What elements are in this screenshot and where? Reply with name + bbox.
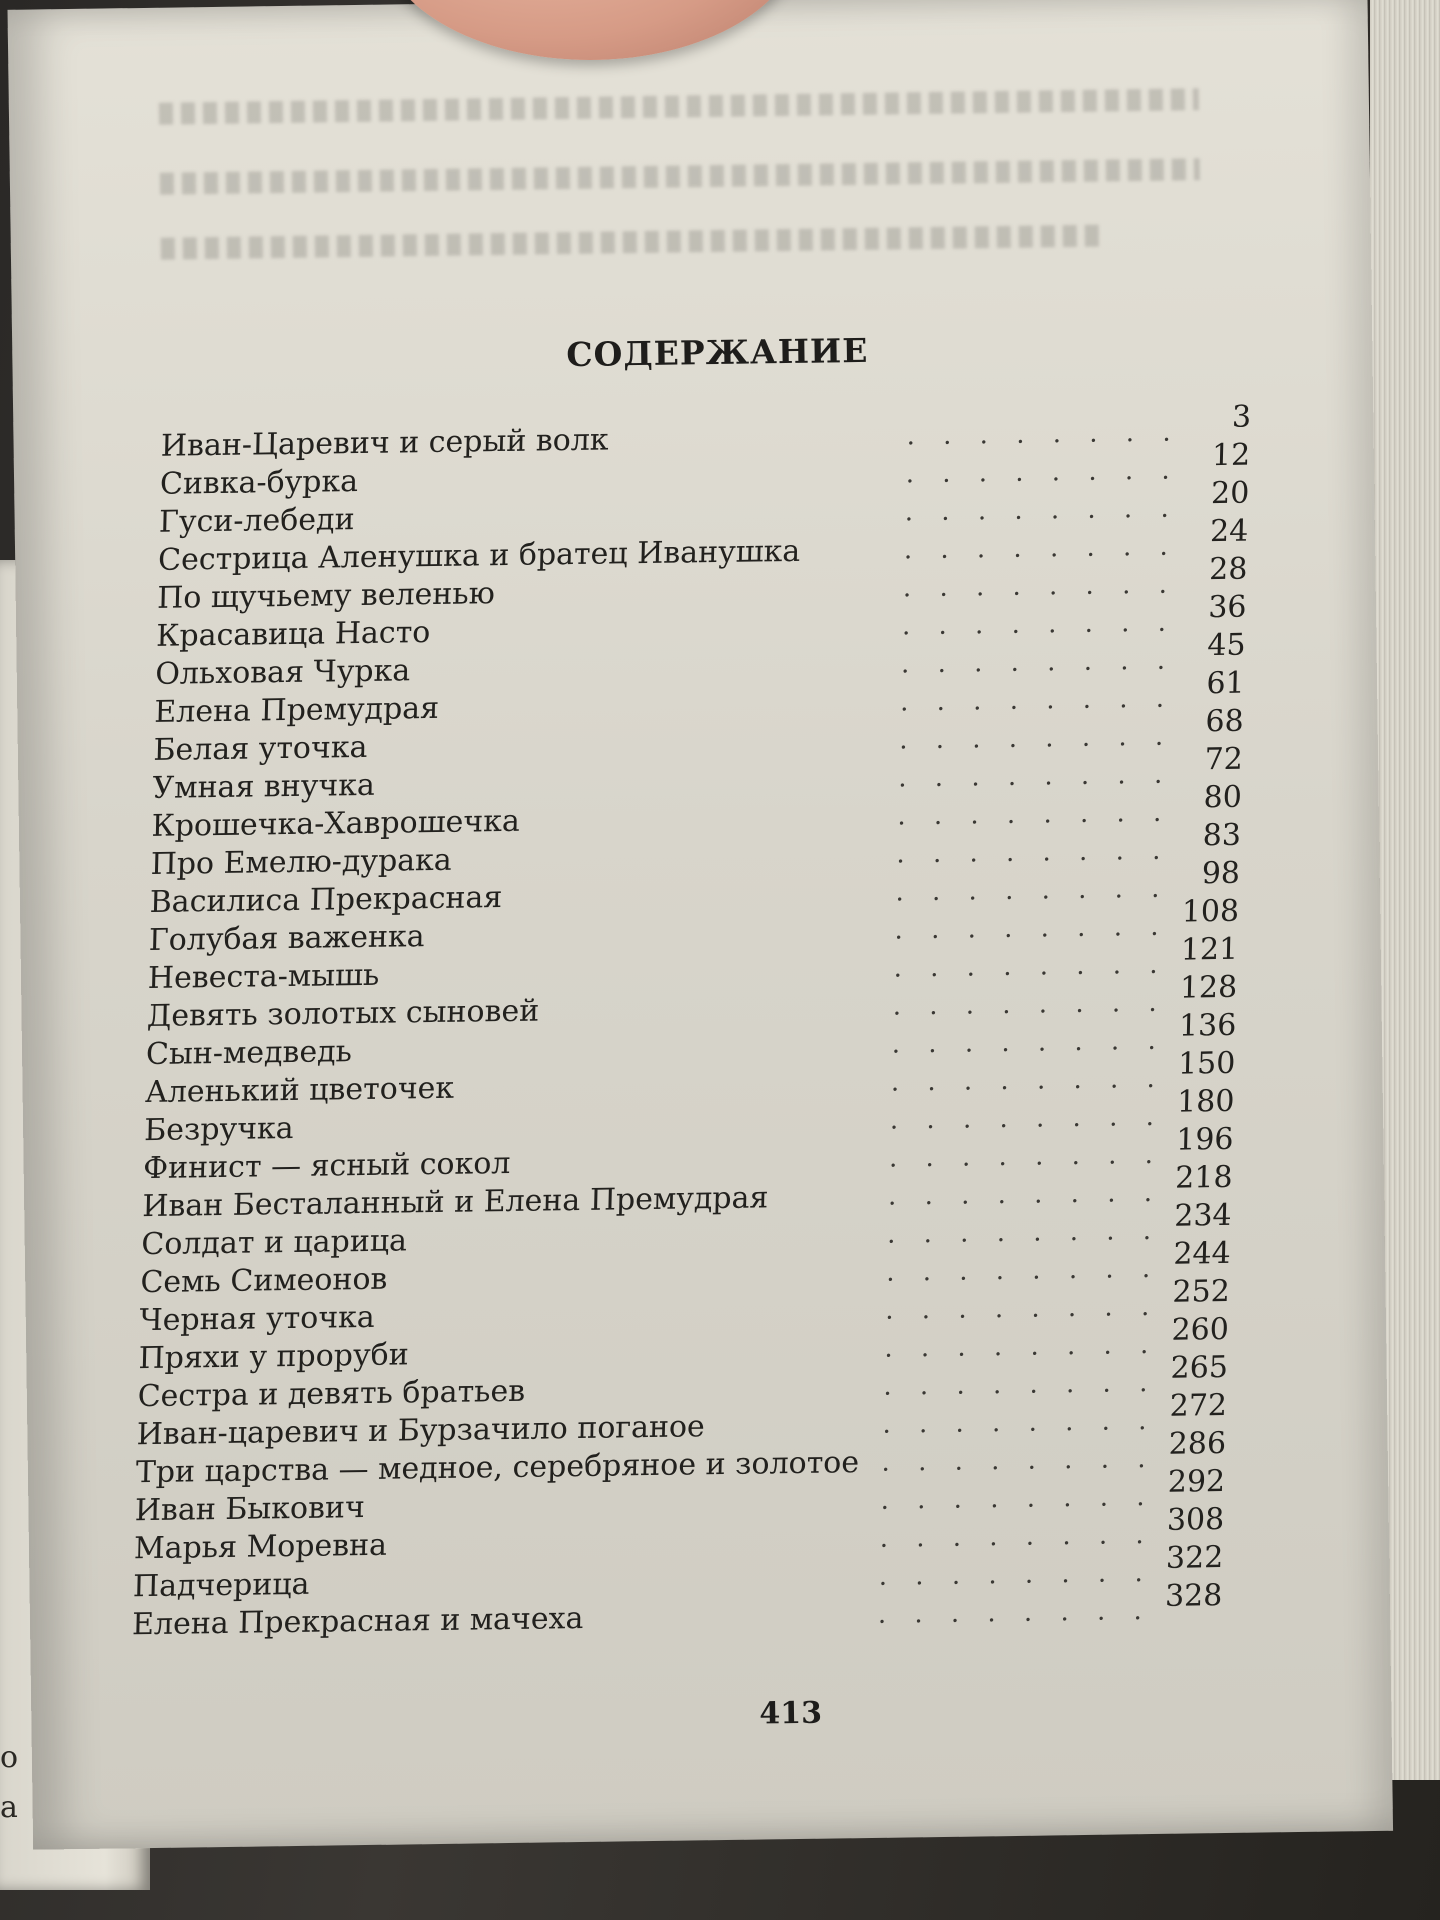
toc-entry-page: 36 [1207,589,1247,626]
toc-leader-dots: . . . . . . . . [882,1405,1157,1440]
toc-leader-dots: . . . . . . . . [885,1291,1160,1326]
toc-entry-title: Три царства — медное, серебряное и золотое [135,1445,860,1491]
toc-entry-page: 61 [1206,665,1246,702]
toc-entry-page: 128 [1179,969,1238,1006]
toc-entry-title: Ольховая Чурка [154,653,411,692]
toc-entry-title: Иван-царевич и Бурзачило поганое [136,1409,706,1453]
toc-entry-title: Падчерица [132,1566,310,1605]
toc-leader-dots: . . . . . . . . [884,1329,1159,1364]
toc-entry-title: Красавица Насто [155,615,431,654]
table-of-contents [131,399,1252,1645]
toc-entry-page: 3 [1231,399,1252,435]
toc-leader-dots: . . . . . . . . [906,417,1182,452]
toc-entry-title: Сестрица Аленушка и братец Иванушка [157,533,801,578]
toc-leader-dots: . . . . . . . . [896,835,1171,870]
toc-entry-page: 292 [1167,1463,1226,1500]
toc-leader-dots: . . . . . . . . [900,645,1176,680]
toc-leader-dots: . . . . . . . . [891,1025,1167,1060]
toc-entry-title: Иван Бесталанный и Елена Премудрая [141,1180,769,1225]
toc-entry-title: Невеста-мышь [147,957,380,997]
toc-entry-title: Гуси-лебеди [158,502,355,540]
toc-leader-dots: . . . . . . . . [878,1558,1154,1592]
toc-entry-title: Черная уточка [139,1299,376,1339]
toc-entry-page: 308 [1166,1502,1225,1538]
toc-entry-title: Елена Премудрая [153,690,440,730]
page-number: 413 [759,1695,823,1732]
toc-entry-page: 83 [1202,817,1242,854]
toc-leader-dots: . . . . . . . . [880,1481,1156,1516]
toc-entry-title: Финист — ясный сокол [142,1145,511,1187]
toc-entry-page: 136 [1178,1007,1237,1044]
toc-leader-dots: . . . . . . . . [877,1596,1153,1630]
toc-leader-dots: . . . . . . . . [892,987,1168,1022]
toc-entry-title: Солдат и царица [140,1223,408,1263]
toc-entry-page: 72 [1204,741,1244,778]
toc-entry-title: Пряхи у проруби [138,1337,410,1377]
toc-entry-page: 180 [1176,1083,1235,1120]
toc-leader-dots: . . . . . . . . [895,873,1171,908]
toc-leader-dots: . . . . . . . . [888,1139,1164,1174]
contents-heading: СОДЕРЖАНИЕ [566,330,869,375]
toc-leader-dots: . . . . . . . . [883,1367,1158,1402]
toc-entry-title: Голубая важенка [148,919,426,958]
left-page-fragment: о [0,1740,19,1775]
toc-entry-page: 260 [1171,1311,1230,1348]
toc-entry-title: Марья Моревна [133,1527,388,1567]
left-page-fragment: а [0,1790,18,1825]
toc-entry-page: 328 [1164,1578,1223,1614]
toc-entry-title: Про Емелю-дурака [150,842,453,882]
bleed-through-text [159,88,1199,125]
toc-entry-page: 98 [1201,855,1241,892]
toc-entry-page: 80 [1203,779,1243,816]
toc-entry-page: 150 [1177,1045,1236,1082]
toc-entry-title: Белая уточка [153,729,368,768]
toc-leader-dots: . . . . . . . . [899,721,1174,756]
bleed-through-text [160,158,1200,195]
toc-entry-title: Сивка-бурка [159,464,359,502]
toc-leader-dots: . . . . . . . . [886,1253,1161,1288]
bleed-through-text [161,225,1101,260]
toc-leader-dots: . . . . . . . . [904,493,1180,528]
toc-leader-dots: . . . . . . . . [894,911,1170,946]
toc-leader-dots: . . . . . . . . [899,683,1175,718]
toc-entry-title: Безручка [143,1110,295,1149]
toc-leader-dots: . . . . . . . . [890,1063,1166,1098]
toc-entry-title: Сын-медведь [145,1034,353,1073]
toc-entry-title: Иван-Царевич и серый волк [160,422,610,464]
toc-entry-title: Семь Симеонов [140,1261,388,1301]
toc-entry-page: 196 [1175,1121,1234,1158]
toc-entry-title: Умная внучка [152,767,376,806]
toc-entry-page: 121 [1180,931,1239,968]
toc-leader-dots: . . . . . . . . [879,1519,1155,1554]
toc-entry-page: 108 [1181,893,1240,930]
toc-entry-title: Аленький цветочек [144,1070,455,1111]
toc-entry-title: Василиса Прекрасная [149,880,503,920]
toc-entry-title: По щучьему веленью [156,576,496,616]
toc-entry-page: 45 [1206,627,1246,664]
toc-entry-page: 272 [1169,1387,1228,1424]
toc-leader-dots: . . . . . . . . [897,797,1172,832]
toc-entry-page: 218 [1174,1159,1233,1196]
toc-entry-page: 12 [1211,437,1251,474]
toc-leader-dots: . . . . . . . . [887,1177,1163,1212]
toc-leader-dots: . . . . . . . . [898,759,1173,794]
toc-entry-page: 252 [1172,1273,1231,1310]
toc-entry-page: 24 [1209,513,1249,550]
toc-entry-title: Елена Прекрасная и мачеха [131,1600,584,1643]
toc-entry-page: 322 [1165,1540,1224,1576]
toc-entry-page: 265 [1170,1349,1229,1386]
toc-leader-dots: . . . . . . . . [905,455,1181,490]
toc-entry-title: Иван Быкович [134,1490,366,1529]
toc-entry-page: 20 [1210,475,1250,512]
toc-leader-dots: . . . . . . . . [902,569,1178,604]
toc-entry-title: Сестра и девять братьев [137,1373,526,1415]
toc-leader-dots: . . . . . . . . [889,1101,1165,1136]
toc-leader-dots: . . . . . . . . [881,1443,1157,1478]
toc-entry-page: 234 [1173,1197,1233,1234]
toc-entry-page: 286 [1168,1425,1227,1462]
toc-leader-dots: . . . . . . . . [886,1215,1162,1250]
toc-entry-page: 244 [1173,1235,1232,1272]
toc-entry-page: 28 [1208,551,1248,588]
toc-leader-dots: . . . . . . . . [901,607,1177,642]
toc-leader-dots: . . . . . . . . [893,949,1169,984]
toc-entry-page: 68 [1205,703,1245,740]
book-page [8,0,1394,1850]
toc-entry-title: Крошечка-Хаврошечка [151,803,521,844]
toc-entry-title: Девять золотых сыновей [146,993,540,1035]
toc-leader-dots: . . . . . . . . [903,531,1179,566]
